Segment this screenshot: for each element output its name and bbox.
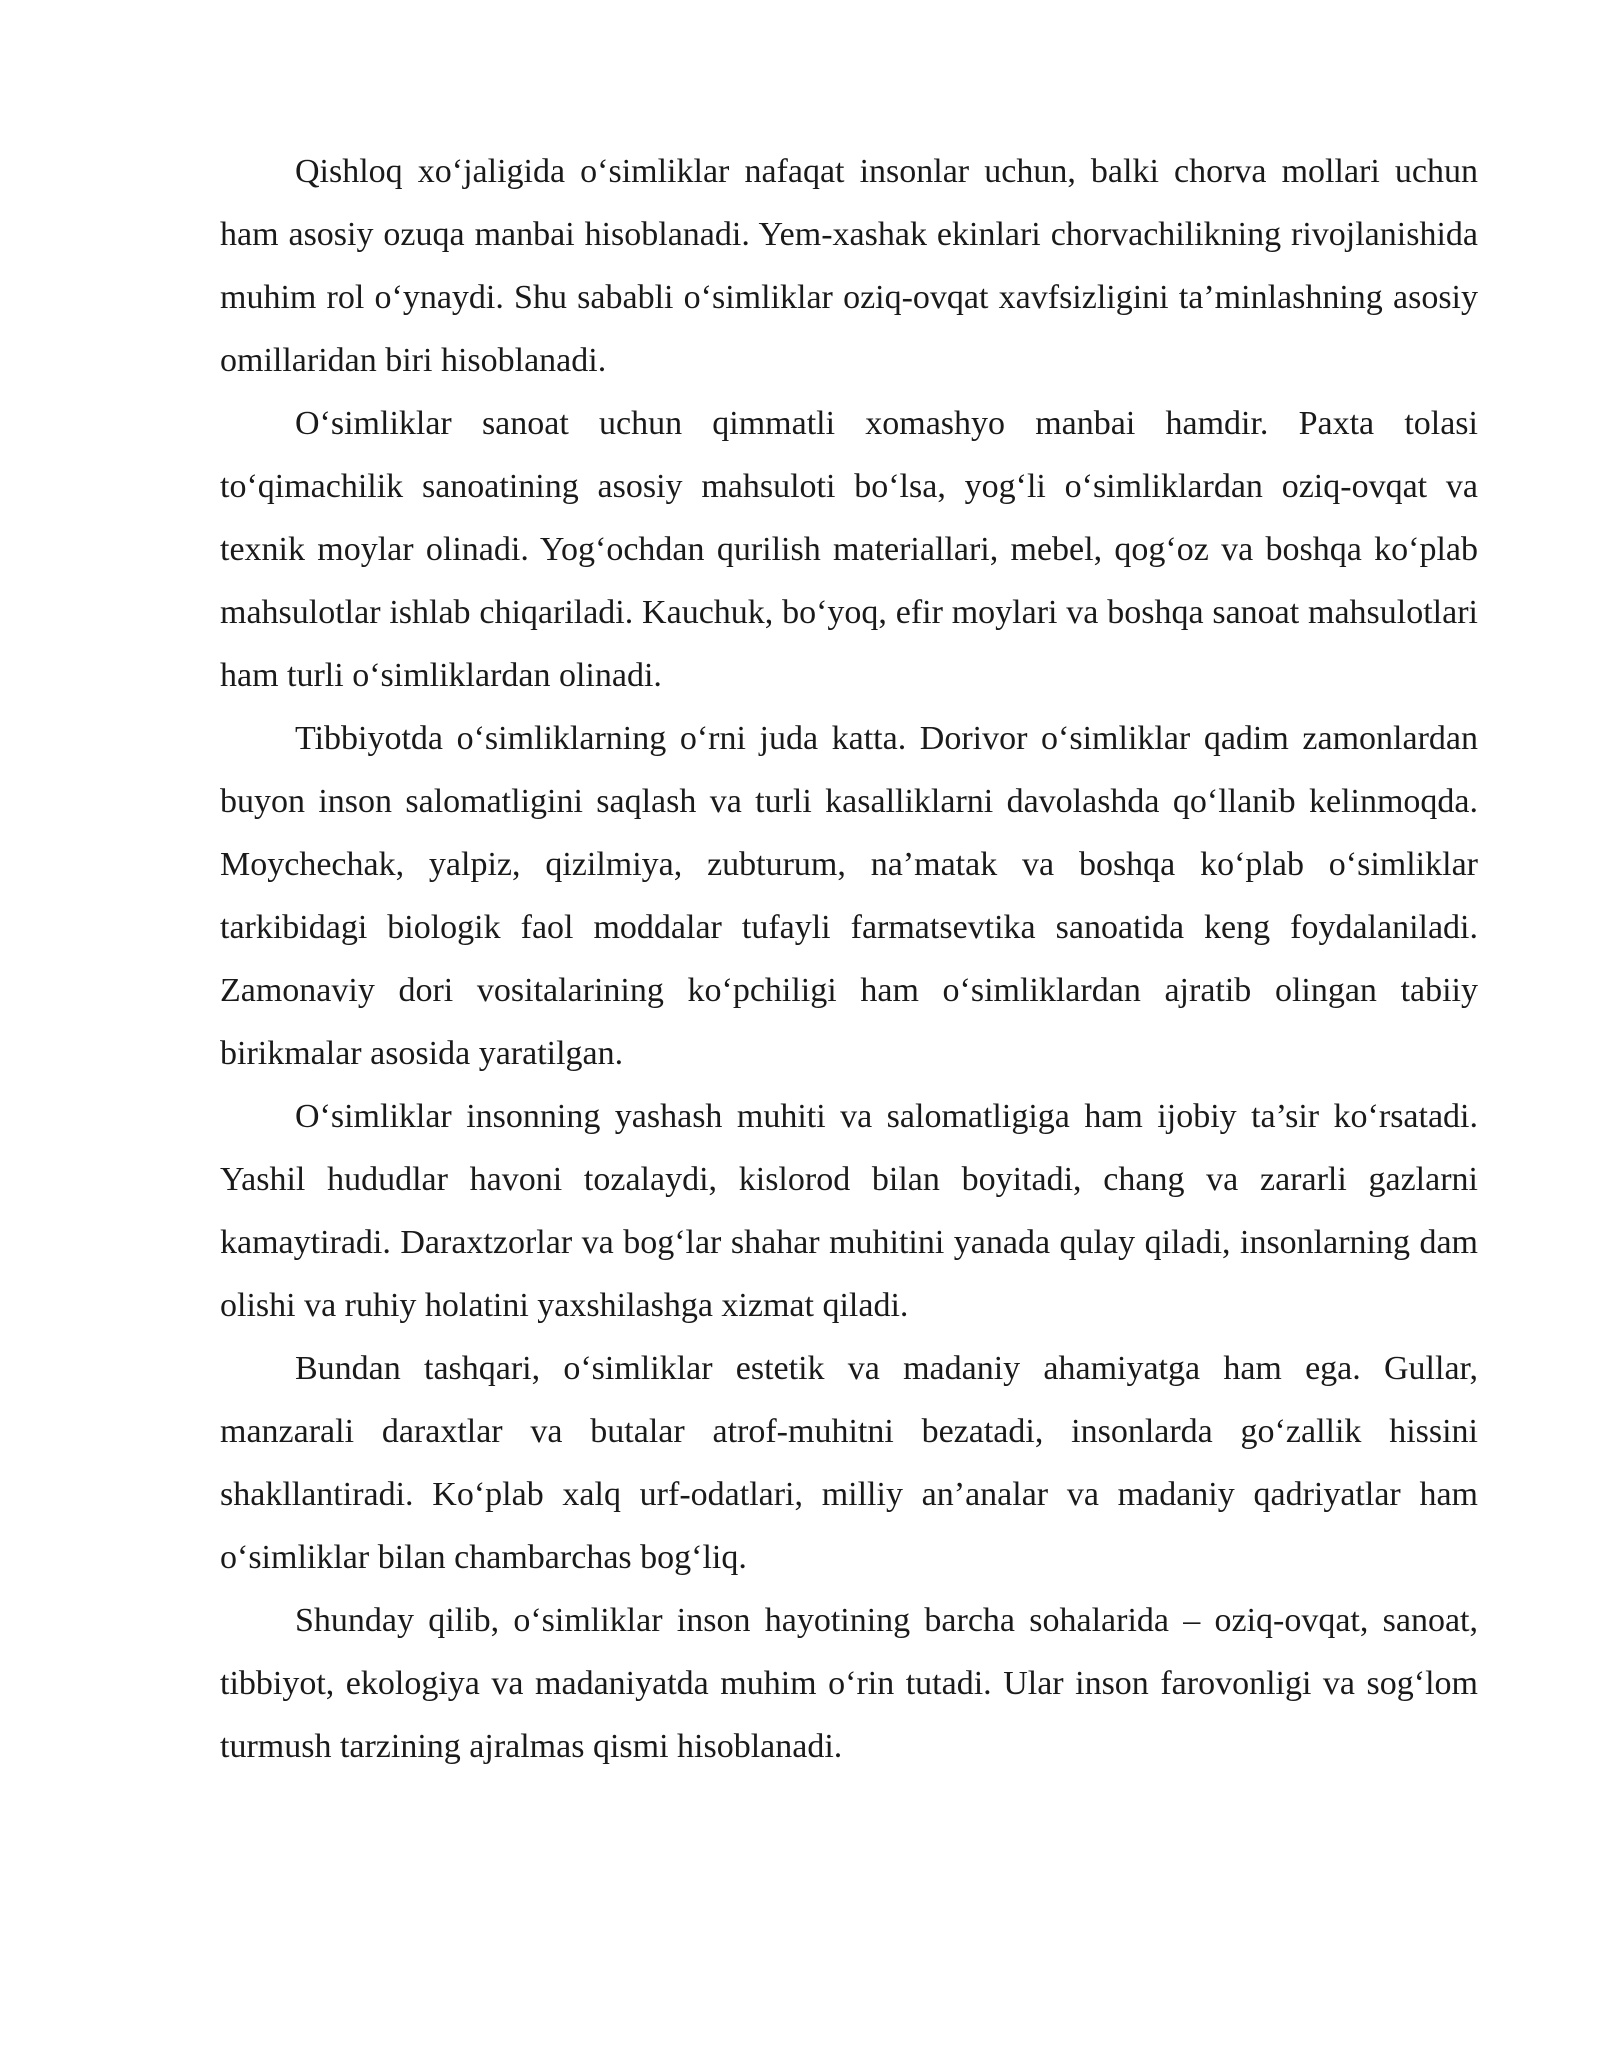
paragraph-medicine: Tibbiyotda o‘simliklarning o‘rni juda katta. Dorivor o‘simliklar qadim zamonlardan buyon inson salomatligini saqlash va turli kasalliklarni davolashda qo‘llanib kelinmoqda. Moychechak, yalpiz, qizilmiya, zubturum, na’matak va boshqa ko‘plab o‘simliklar tarkibidagi biologik faol moddalar tufayli farmatsevtika sanoatida keng foydalaniladi. Zamonaviy dori vositalarining ko‘pchiligi ham o‘simliklardan ajratib olingan tabiiy birikmalar asosida yaratilgan.: [220, 720, 1478, 1072]
paragraph-conclusion: Shunday qilib, o‘simliklar inson hayotining barcha sohalarida – oziq-ovqat, sanoat, tibbiyot, ekologiya va madaniyatda muhim o‘rin tutadi. Ular inson farovonligi va sog‘lom turmush tarzining ajralmas qismi hisoblanadi.: [220, 1602, 1478, 1765]
document-page: [220, 140, 1478, 1778]
paragraph-agriculture: Qishloq xo‘jaligida o‘simliklar nafaqat insonlar uchun, balki chorva mollari uchun ham asosiy ozuqa manbai hisoblanadi. Yem-xashak ekinlari chorvachilikning rivojlanishida muhim rol o‘ynaydi. Shu sababli o‘simliklar oziq-ovqat xavfsizligini ta’minlashning asosiy omillaridan biri hisoblanadi.: [220, 153, 1478, 379]
paragraph-culture: Bundan tashqari, o‘simliklar estetik va madaniy ahamiyatga ham ega. Gullar, manzarali daraxtlar va butalar atrof-muhitni bezatadi, insonlarda go‘zallik hissini shakllantiradi. Ko‘plab xalq urf-odatlari, milliy an’analar va madaniy qadriyatlar ham o‘simliklar bilan chambarchas bog‘liq.: [220, 1350, 1478, 1576]
paragraph-industry: O‘simliklar sanoat uchun qimmatli xomashyo manbai hamdir. Paxta tolasi to‘qimachilik sanoatining asosiy mahsuloti bo‘lsa, yog‘li o‘simliklardan oziq-ovqat va texnik moylar olinadi. Yog‘ochdan qurilish materiallari, mebel, qog‘oz va boshqa ko‘plab mahsulotlar ishlab chiqariladi. Kauchuk, bo‘yoq, efir moylari va boshqa sanoat mahsulotlari ham turli o‘simliklardan olinadi.: [220, 405, 1478, 694]
paragraph-environment: O‘simliklar insonning yashash muhiti va salomatligiga ham ijobiy ta’sir ko‘rsatadi. Yashil hududlar havoni tozalaydi, kislorod bilan boyitadi, chang va zararli gazlarni kamaytiradi. Daraxtzorlar va bog‘lar shahar muhitini yanada qulay qiladi, insonlarning dam olishi va ruhiy holatini yaxshilashga xizmat qiladi.: [220, 1098, 1478, 1324]
